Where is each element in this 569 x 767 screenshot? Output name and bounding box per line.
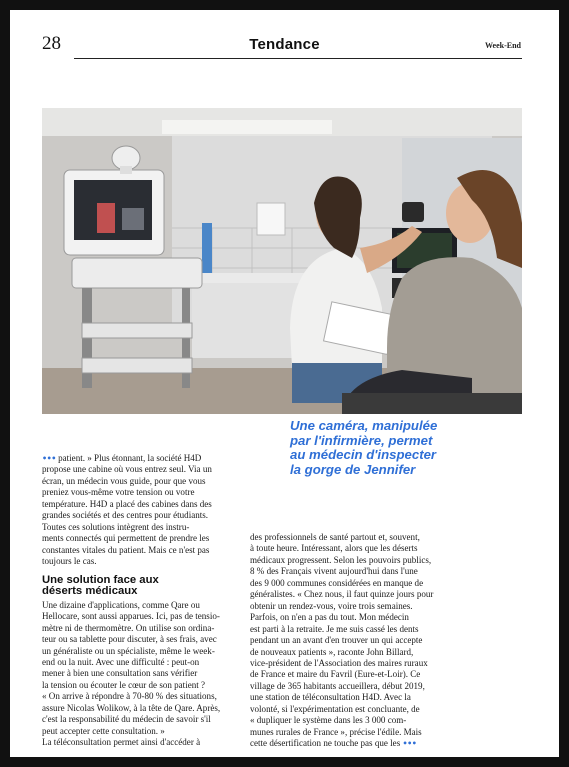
text-line: des 9 000 communes considérées en manque de <box>250 577 424 588</box>
text-line: obtenir un rendez-vous, voire trois semaines. <box>250 600 413 611</box>
article-subheading <box>42 575 243 598</box>
text-line: la tension ou écouter le cœur de son patient ? <box>42 679 206 690</box>
text-line: volonté, si l'expérimentation est concluante, de <box>250 703 420 714</box>
text-line: mener à bien une consultation sans vérifier <box>42 668 198 679</box>
photo-caption <box>290 419 530 477</box>
text-line: un généraliste ou un spécialiste, même le week- <box>42 645 215 656</box>
photo-illustration <box>42 108 522 414</box>
text-line: end ou la nuit. Avec une difficulté : peut-on <box>42 656 200 667</box>
text-line: Hellocare, sont aussi apparues. Ici, pas de tensio- <box>42 611 220 622</box>
header-rule <box>74 58 522 59</box>
publication-name: Week-End <box>484 41 521 50</box>
page-number: 28 <box>42 33 61 54</box>
text-line: mètre ni de thermomètre. On utilise son ordina- <box>42 622 215 633</box>
text-line: température. H4D a placé des cabines dans des <box>42 498 212 509</box>
text-line: « On arrive à répondre à 70-80 % des situations, <box>42 691 217 702</box>
magazine-page <box>10 10 559 757</box>
text-line: ments connectés qui permettent de prendre les <box>42 533 210 544</box>
text-line: une station de téléconsultation H4D. Avec la <box>250 692 411 703</box>
text-line: propose une cabine où vous entrez seul. Via un <box>42 464 212 475</box>
section-title: Tendance <box>249 36 320 53</box>
text-line: munes rurales de France », précise l'édile. Mais <box>250 726 422 737</box>
text-line: généralistes. « Chez nous, il faut quinze jours pour <box>250 589 434 600</box>
text-line: cette désertification ne touche pas que les ••• <box>250 738 417 749</box>
text-line: assure Nicolas Wolikow, à la tête de Qare. Après, <box>42 702 221 713</box>
text-line: médicaux progressent. Selon les pouvoirs publics, <box>250 554 432 565</box>
bullet-dots: ••• <box>42 454 56 463</box>
text-line: écran, un médecin vous guide, pour que vous <box>42 475 206 486</box>
subhead-line: Une solution face aux <box>42 573 159 586</box>
text-line: preniez vous-même votre tension ou votre <box>42 487 195 498</box>
caption-line: Une caméra, manipulée <box>290 418 438 433</box>
text-line: constantes vitales du patient. Mais ce n'est pas <box>42 544 210 555</box>
article-column-right <box>250 532 456 750</box>
text-line: 8 % des Français vivent aujourd'hui dans l'une <box>250 566 418 577</box>
text-line: ••• patient. » Plus étonnant, la société H4D <box>42 453 202 463</box>
text-line: de France et maire du Favril (Eure-et-Loir). Ce <box>250 669 421 680</box>
article-photo <box>42 108 522 414</box>
text-line: des professionnels de santé partout et, souvent, <box>250 532 420 542</box>
text-line: vice-président de l'Association des maires ruraux <box>250 657 428 668</box>
text-line: « dupliquer le système dans les 3 000 com- <box>250 715 407 726</box>
caption-line: au médecin d'inspecter <box>290 447 437 463</box>
article-column-left <box>42 453 243 749</box>
continue-dots: ••• <box>402 739 417 749</box>
subhead-line: déserts médicaux <box>42 585 138 598</box>
caption-line: par l'infirmière, permet <box>290 432 433 448</box>
text-line: La téléconsultation permet ainsi d'accéder à <box>42 737 201 748</box>
text-line: teur ou sa tablette pour discuter, à ses frais, avec <box>42 634 217 645</box>
text-line: village de 365 habitants accueillera, début 2019, <box>250 680 425 691</box>
text-line: Parfois, on n'en a pas du tout. Mon médecin <box>250 612 409 623</box>
text-line: c'est la responsabilité du médecin de savoir s'il <box>42 714 211 725</box>
text-line: grandes sociétés et des centres pour étudiants. <box>42 510 209 521</box>
text-line: toujours le cas. <box>42 556 97 567</box>
text-line: Toutes ces solutions intègrent des instru- <box>42 521 190 532</box>
text-line: est parti à la retraite. Je me suis cassé les dents <box>250 623 419 634</box>
text-line: à toute heure. Intéressant, alors que les déserts <box>250 543 418 554</box>
text-line: pendant un an avant d'en trouver un qui accepte <box>250 635 423 646</box>
text-line: Une dizaine d'applications, comme Qare ou <box>42 599 200 610</box>
caption-line: la gorge de Jennifer <box>290 461 416 477</box>
text-line: peut accepter cette consultation. » <box>42 725 165 736</box>
text-line: de nouveaux patients », raconte John Billard, <box>250 646 414 657</box>
